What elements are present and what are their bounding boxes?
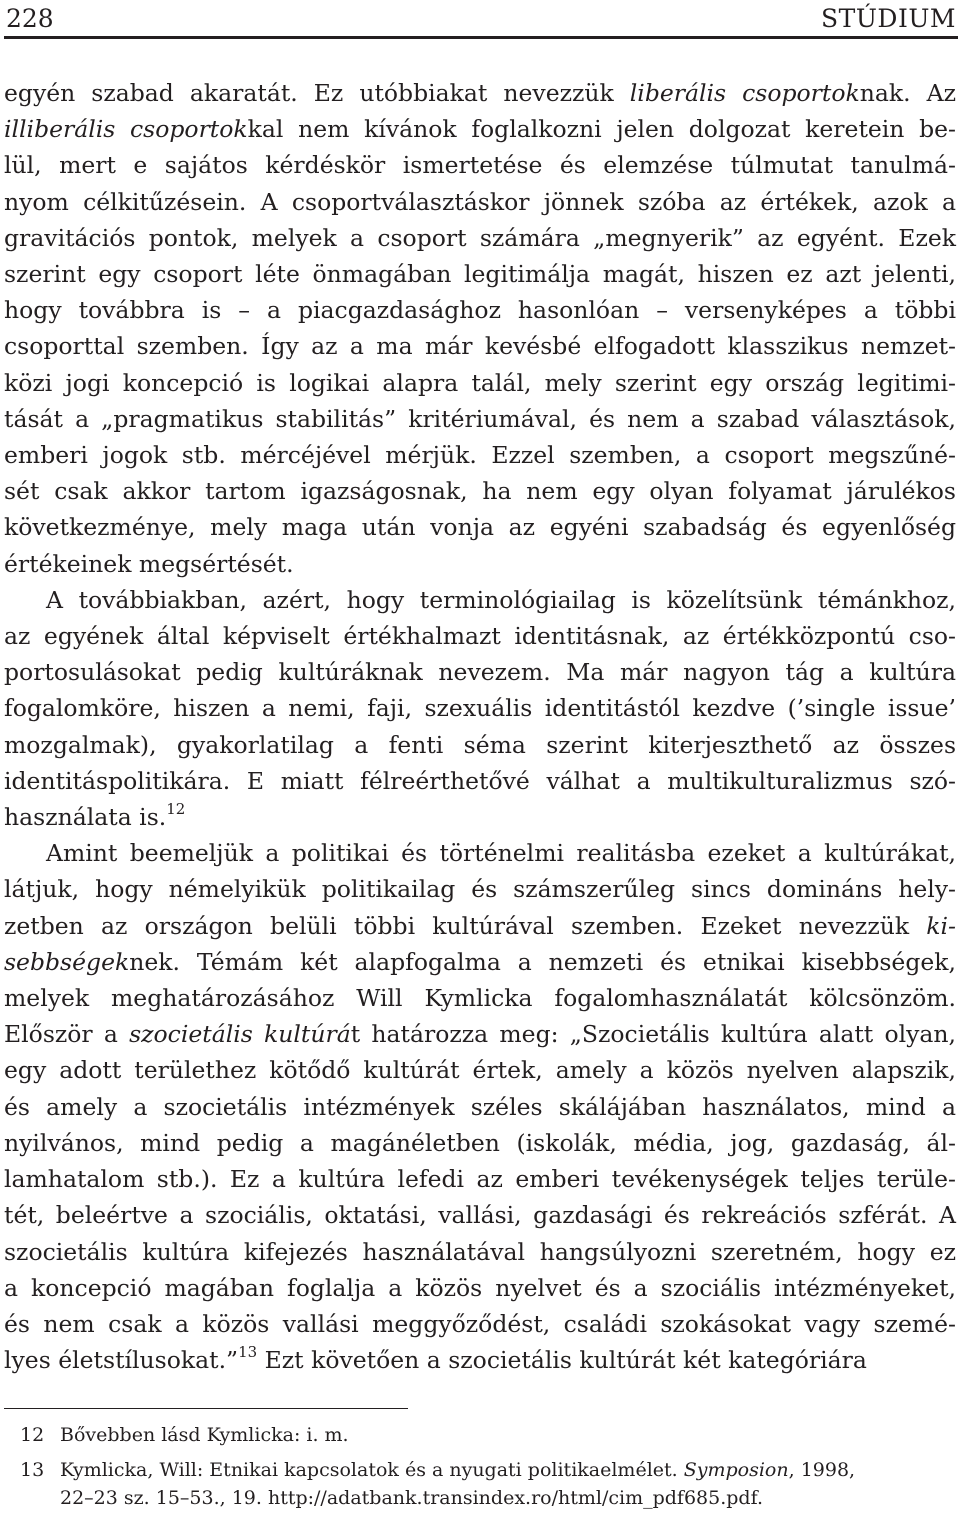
text-run: fogalomköre, hiszen a nemi, faji, szexuális identitástól kezdve (’single issue’ — [4, 694, 956, 723]
text-run: melyek meghatározásához Will Kymlicka fogalomhasználatát kölcsönzöm. — [4, 984, 956, 1013]
page-number: 228 — [6, 4, 54, 33]
text-line — [4, 1052, 956, 1088]
text-line — [4, 618, 956, 654]
text-line — [4, 727, 956, 763]
text-run: tét, beleértve a szociális, oktatási, vallási, gazdasági és rekreációs szférát. A — [4, 1201, 956, 1230]
text-run: szocietális kultúra kifejezés használatával hangsúlyozni szeretném, hogy ez — [4, 1237, 956, 1266]
text-run: egy adott területhez kötődő kultúrát értek, amely a közös nyelven alapszik, — [4, 1056, 956, 1085]
text-run: csoporttal szemben. Így az a ma már kevésbé elfogadott klasszikus nemzet- — [4, 332, 956, 361]
text-run: t határozza meg: „Szocietális kultúra alatt olyan, — [350, 1020, 957, 1049]
text-run: emberi jogok stb. mércéjével mérjük. Ezzel szemben, a csoport megszűné- — [4, 441, 956, 470]
text-line — [4, 184, 956, 220]
text-run: Ezt követően a szocietális kultúrát két kategóriára — [257, 1346, 867, 1375]
text-line — [4, 582, 956, 618]
text-run: és nem csak a közös vallási meggyőződést, családi szokásokat vagy szemé- — [4, 1309, 956, 1338]
footnote — [20, 1421, 956, 1449]
italic-term: sebbségek — [4, 947, 130, 976]
text-run: sét csak akkor tartom igazságosnak, ha nem egy olyan folyamat járulékos — [4, 477, 956, 506]
text-line — [4, 799, 956, 835]
text-run: A továbbiakban, azért, hogy terminológiailag is közelítsünk témánkhoz, — [46, 585, 956, 614]
text-run: kal nem kívánok foglalkozni jelen dolgozat keretein be- — [247, 115, 957, 144]
text-line — [4, 437, 956, 473]
text-line — [4, 111, 956, 147]
text-run: értékeinek megsértését. — [4, 549, 294, 578]
text-line — [4, 1306, 956, 1342]
text-line — [4, 256, 956, 292]
italic-term: ki- — [926, 911, 956, 940]
text-line — [4, 1125, 956, 1161]
text-run: zetben az országon belüli többi kultúrával szemben. Ezeket nevezzük — [4, 911, 927, 940]
text-run: portosulásokat pedig kultúráknak nevezem. Ma már nagyon tág a kultúra — [4, 658, 956, 687]
text-run: Amint beemeljük a politikai és történelmi realitásba ezeket a kultúrákat, — [46, 839, 956, 868]
text-run: 22–23 sz. 15–53., 19. http://adatbank.transindex.ro/html/cim_pdf685.pdf. — [60, 1487, 763, 1509]
italic-term: illiberális csoportok — [4, 115, 248, 144]
text-line — [4, 473, 956, 509]
italic-term: liberális csoportok — [629, 79, 860, 107]
footnote-ref: 13 — [238, 1343, 258, 1362]
text-run: nyilvános, mind pedig a magánéletben (iskolák, média, jog, gazdaság, ál- — [4, 1128, 956, 1157]
text-line — [4, 1089, 956, 1125]
text-line — [4, 509, 956, 545]
italic-term: Symposion — [683, 1459, 789, 1481]
running-header — [4, 0, 958, 39]
text-run: nyom célkitűzésein. A csoportválasztáskor jönnek szóba az értékek, azok a — [4, 187, 956, 216]
text-line — [4, 1234, 956, 1270]
text-line — [4, 546, 956, 582]
footnote-line — [20, 1456, 956, 1484]
text-run: nak. Az — [859, 79, 956, 107]
text-run: lül, mert e sajátos kérdéskör ismertetése és elemzése túlmutat tanulmá- — [4, 151, 956, 180]
text-run: lamhatalom stb.). Ez a kultúra lefedi az emberi tevékenységek teljes terüle- — [4, 1165, 956, 1194]
text-run: identitáspolitikára. E miatt félreérthetővé válhat a multikulturalizmus szó- — [4, 766, 956, 795]
footnote-ref: 12 — [166, 800, 186, 819]
text-line — [4, 1161, 956, 1197]
text-run: nek. Témám két alapfogalma a nemzeti és etnikai kisebbségek, — [129, 947, 956, 976]
text-run: látjuk, hogy némelyikük politikailag és számszerűleg sincs domináns hely- — [4, 875, 956, 904]
text-run: és amely a szocietális intézmények széles skálájában használatos, mind a — [4, 1092, 956, 1121]
text-line — [4, 147, 956, 183]
text-run: használata is. — [4, 803, 167, 832]
italic-term: szocietális kultúrá — [129, 1020, 351, 1049]
text-line — [4, 835, 956, 871]
text-run: gravitációs pontok, melyek a csoport számára „megnyerik” az egyént. Ezek — [4, 223, 956, 252]
text-line — [4, 1342, 956, 1378]
footnote-line — [20, 1484, 956, 1512]
text-line — [4, 75, 956, 111]
text-run: lyes életstílusokat.” — [4, 1346, 239, 1375]
text-run: egyén szabad akaratát. Ez utóbbiakat nevezzük — [4, 79, 630, 107]
text-line — [4, 401, 956, 437]
text-run: tását a „pragmatikus stabilitás” kritériumával, és nem a szabad választások, — [4, 404, 956, 433]
text-line — [4, 871, 956, 907]
text-line — [4, 292, 956, 328]
text-line — [4, 690, 956, 726]
text-line — [4, 944, 956, 980]
text-line — [4, 908, 956, 944]
text-run: Először a — [4, 1020, 130, 1049]
footnote — [20, 1456, 956, 1512]
body-text — [4, 75, 956, 1378]
text-line — [4, 763, 956, 799]
text-run: mozgalmak), gyakorlatilag a fenti séma szerint kiterjeszthető az összes — [4, 730, 956, 759]
text-line — [4, 365, 956, 401]
footnote-line — [20, 1421, 956, 1449]
text-line — [4, 328, 956, 364]
text-run: a koncepció magában foglalja a közös nyelvet és a szociális intézményeket, — [4, 1273, 956, 1302]
footnote-number: 13 — [20, 1459, 45, 1481]
text-run: közi jogi koncepció is logikai alapra talál, mely szerint egy ország legitimi- — [4, 368, 956, 397]
text-run: szerint egy csoport léte önmagában legitimálja magát, hiszen ez azt jelenti, — [4, 260, 956, 289]
text-line — [4, 980, 956, 1016]
text-run: hogy továbbra is – a piacgazdasághoz hasonlóan – versenyképes a többi — [4, 296, 956, 325]
text-line — [4, 1270, 956, 1306]
footnote-divider — [4, 1408, 408, 1409]
footnote-number: 12 — [20, 1424, 45, 1446]
text-run: , 1998, — [788, 1459, 856, 1481]
text-line — [4, 220, 956, 256]
text-line — [4, 1197, 956, 1233]
running-title: STÚDIUM — [821, 4, 956, 33]
text-run: Bővebben lásd Kymlicka: i. m. — [60, 1424, 349, 1446]
text-line — [4, 1016, 956, 1052]
text-line — [4, 654, 956, 690]
text-run: az egyének által képviselt értékhalmazt identitásnak, az értékközpontú cso- — [4, 622, 956, 651]
text-run: következménye, mely maga után vonja az egyéni szabadság és egyenlőség — [4, 513, 956, 542]
text-run: Kymlicka, Will: Etnikai kapcsolatok és a nyugati politikaelmélet. — [60, 1459, 684, 1481]
